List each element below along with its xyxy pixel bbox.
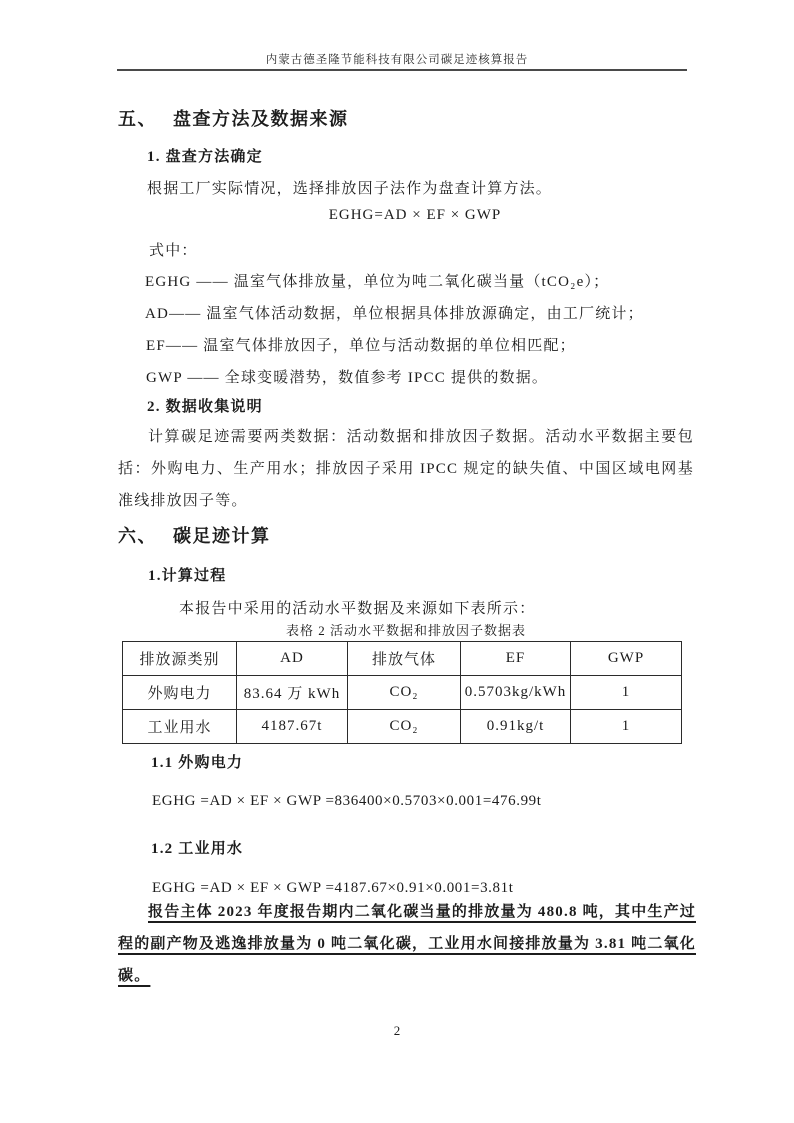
method-intro: 根据工厂实际情况，选择排放因子法作为盘查计算方法。 — [147, 181, 553, 197]
table-header-ad: AD — [237, 642, 348, 676]
report-header-title: 内蒙古德圣隆节能科技有限公司碳足迹核算报告 — [265, 54, 529, 66]
table-row-water — [123, 710, 682, 744]
section5-title: 盘查方法及数据来源 — [173, 109, 349, 129]
table-header-gwp: GWP — [571, 642, 682, 676]
cell-source: 工业用水 — [123, 710, 237, 744]
cell-source: 外购电力 — [123, 676, 237, 710]
electricity-formula: EGHG =AD × EF × GWP =836400×0.5703×0.001=476.99t — [152, 793, 542, 809]
conclusion-paragraph: 报告主体 2023 年度报告期内二氧化碳当量的排放量为 480.8 吨，其中生产过程的副产物及逃逸排放量为 0 吨二氧化碳，工业用水间接排放量为 3.81 吨二氧化碳。 — [118, 904, 696, 984]
header-rule — [117, 69, 687, 71]
cell-gwp: 1 — [571, 676, 682, 710]
ghg-definition-eghg: EGHG —— 温室气体排放量，单位为吨二氧化碳当量（tCO₂e）； — [145, 274, 610, 290]
cell-gas: CO₂ — [348, 676, 461, 710]
cell-gwp: 1 — [571, 710, 682, 744]
page-number: 2 — [393, 1023, 401, 1038]
table-header-source: 排放源类别 — [123, 642, 237, 676]
purchased-electricity-heading: 1.1 外购电力 — [151, 755, 244, 771]
table-header-row — [123, 642, 682, 676]
section5-number: 五、 — [118, 109, 157, 129]
table-intro: 本报告中采用的活动水平数据及来源如下表所示： — [179, 601, 536, 617]
section6-title: 碳足迹计算 — [173, 526, 271, 546]
table-caption: 表格 2 活动水平数据和排放因子数据表 — [285, 623, 526, 638]
water-formula: EGHG =AD × EF × GWP =4187.67×0.91×0.001=3.81t — [152, 880, 514, 896]
section6-number: 六、 — [118, 526, 157, 546]
ghg-formula: EGHG=AD × EF × GWP — [328, 207, 502, 223]
cell-ad: 4187.67t — [237, 710, 348, 744]
table-header-gas: 排放气体 — [348, 642, 461, 676]
calc-process-heading: 1.计算过程 — [148, 568, 227, 584]
ghg-definition-ad: AD—— 温室气体活动数据，单位根据具体排放源确定，由工厂统计； — [145, 306, 644, 322]
formula-where-label: 式中： — [149, 243, 198, 259]
data-collection-paragraph: 计算碳足迹需要两类数据：活动数据和排放因子数据。活动水平数据主要包括：外购电力、生产用水；排放因子采用 IPCC 规定的缺失值、中国区域电网基准线排放因子等。 — [118, 429, 694, 509]
method-heading: 1. 盘查方法确定 — [147, 149, 263, 165]
ghg-definition-gwp: GWP —— 全球变暖潜势，数值参考 IPCC 提供的数据。 — [146, 370, 549, 386]
industrial-water-heading: 1.2 工业用水 — [151, 841, 244, 857]
table-row-electricity — [123, 676, 682, 710]
cell-gas: CO₂ — [348, 710, 461, 744]
cell-ef: 0.91kg/t — [461, 710, 571, 744]
table-header-ef: EF — [461, 642, 571, 676]
ghg-definition-ef: EF—— 温室气体排放因子，单位与活动数据的单位相匹配； — [146, 338, 576, 354]
activity-data-table — [122, 641, 682, 744]
cell-ef: 0.5703kg/kWh — [461, 676, 571, 710]
data-collection-heading: 2. 数据收集说明 — [147, 399, 263, 415]
cell-ad: 83.64 万 kWh — [237, 676, 348, 710]
section5-heading — [118, 105, 349, 131]
section6-heading — [118, 522, 271, 548]
